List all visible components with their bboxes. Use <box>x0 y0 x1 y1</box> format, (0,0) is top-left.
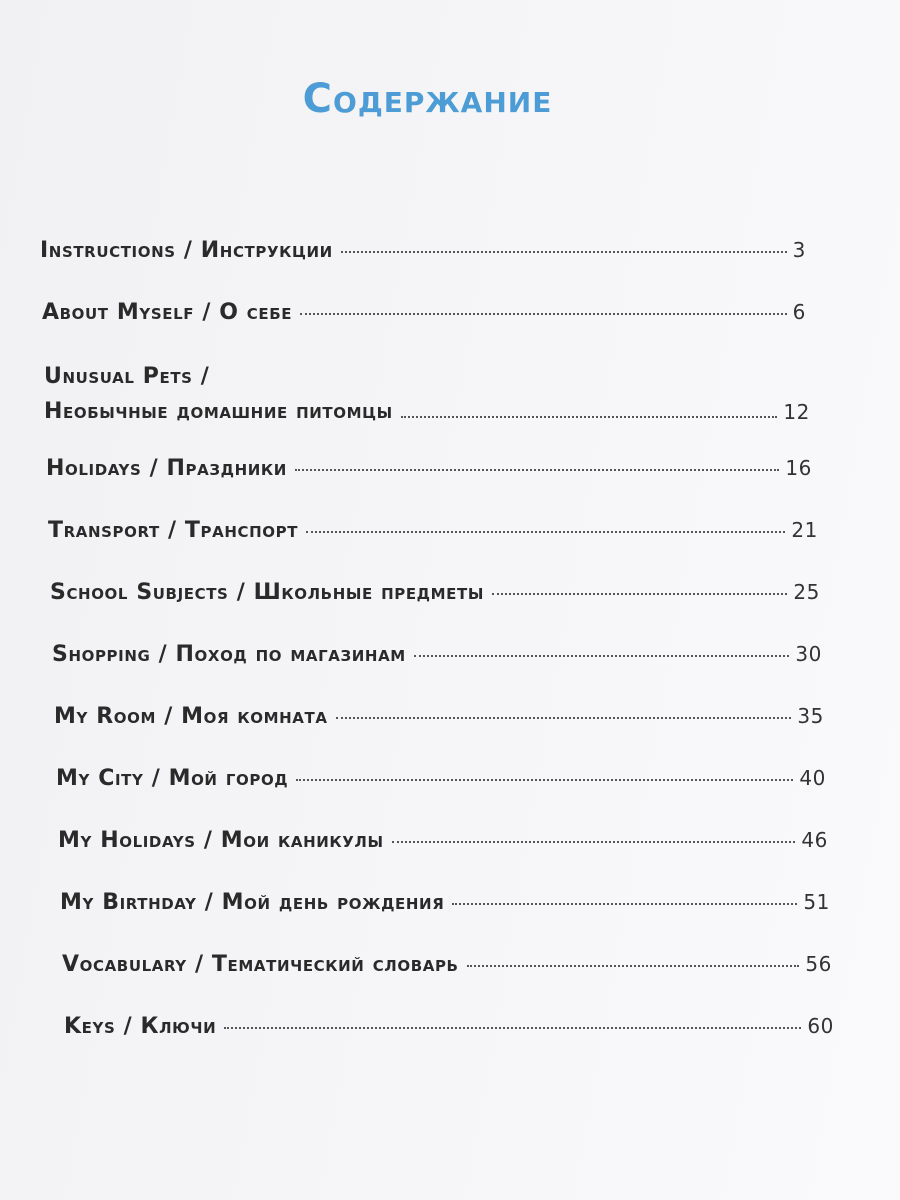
toc-entry-my-room <box>54 704 824 729</box>
toc-entry-holidays <box>46 456 812 481</box>
toc-entry-keys <box>64 1014 834 1039</box>
toc-entry-label: Holidays / Праздники <box>46 456 287 481</box>
toc-leader-dots <box>336 717 792 719</box>
toc-page-number: 40 <box>799 766 826 790</box>
toc-entry-unusual-pets <box>44 364 810 424</box>
toc-page-number: 46 <box>801 828 828 852</box>
toc-leader-dots <box>224 1027 801 1029</box>
toc-page-number: 35 <box>797 704 824 728</box>
toc-entry-label: Keys / Ключи <box>64 1014 217 1039</box>
toc-entry-my-birthday <box>60 890 830 915</box>
toc-entry-label: Shopping / Поход по магазинам <box>52 642 406 667</box>
toc-entry-about-myself <box>42 300 806 325</box>
toc-entry-label: Instructions / Инструкции <box>40 238 333 263</box>
toc-leader-dots <box>492 593 787 595</box>
toc-entry-label: My Holidays / Мои каникулы <box>58 828 384 853</box>
toc-entry-label <box>44 364 393 424</box>
toc-page-number: 51 <box>803 890 830 914</box>
toc-leader-dots <box>341 251 787 253</box>
toc-entry-shopping <box>52 642 822 667</box>
toc-entry-my-holidays <box>58 828 828 853</box>
toc-entry-label: About Myself / О себе <box>42 300 293 325</box>
toc-page-number: 25 <box>793 580 820 604</box>
toc-page-number: 12 <box>783 400 810 424</box>
toc-leader-dots <box>414 655 790 657</box>
toc-entry-label: My Birthday / Мой день рождения <box>60 890 445 915</box>
toc-page-number: 16 <box>785 456 812 480</box>
toc-leader-dots <box>306 531 785 533</box>
toc-entry-school-subjects <box>50 580 820 605</box>
toc-entry-my-city <box>56 766 826 791</box>
toc-page-number: 30 <box>795 642 822 666</box>
toc-leader-dots <box>401 416 778 418</box>
toc-page-number: 21 <box>791 518 818 542</box>
toc-leader-dots <box>392 841 796 843</box>
toc-entry-label-line-1: Unusual Pets / <box>44 364 210 389</box>
toc-entry-label: My Room / Моя комната <box>54 704 328 729</box>
toc-page-number: 60 <box>807 1014 834 1038</box>
toc-leader-dots <box>300 313 787 315</box>
toc-leader-dots <box>295 469 779 471</box>
toc-leader-dots <box>452 903 797 905</box>
toc-leader-dots <box>296 779 793 781</box>
toc-entry-label-line-2: Необычные домашние питомцы <box>44 399 393 424</box>
toc-entry-label: Transport / Транспорт <box>48 518 299 543</box>
toc-entry-vocabulary <box>62 952 832 977</box>
page-title: Содержание <box>302 76 553 122</box>
toc-entry-label: Vocabulary / Тематический словарь <box>62 952 459 977</box>
toc-entry-label: School Subjects / Школьные предметы <box>50 580 484 605</box>
toc-page-number: 3 <box>792 238 806 262</box>
toc-entry-instructions <box>40 238 806 263</box>
toc-page-number: 6 <box>792 300 806 324</box>
toc-entry-transport <box>48 518 818 543</box>
toc-page-number: 56 <box>805 952 832 976</box>
toc-entry-label: My City / Мой город <box>56 766 289 791</box>
toc-leader-dots <box>467 965 800 967</box>
